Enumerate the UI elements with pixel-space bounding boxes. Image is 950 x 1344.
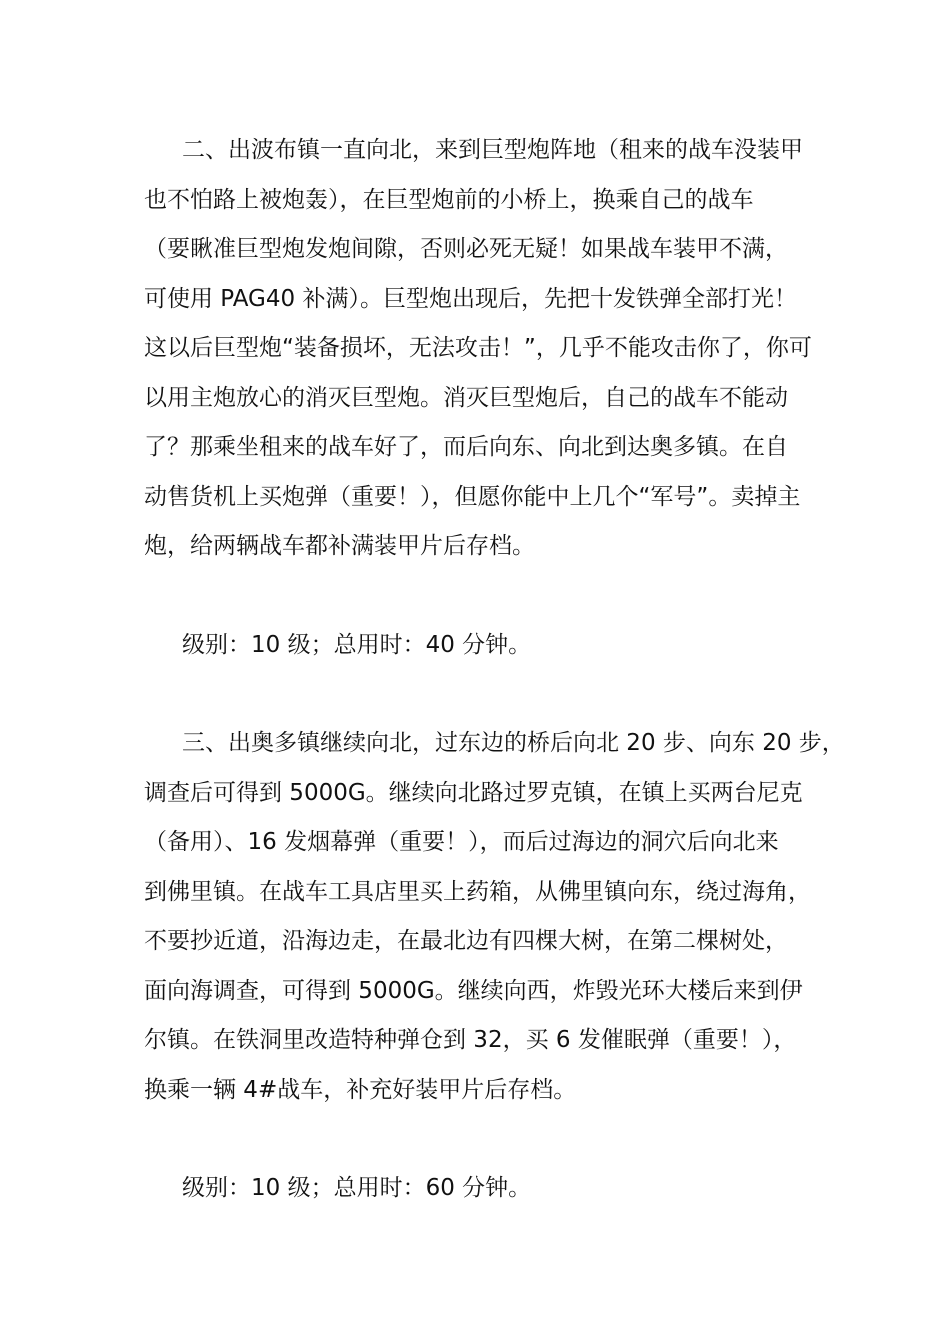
text-line: 以用主炮放心的消灭巨型炮。消灭巨型炮后，自己的战车不能动 — [144, 384, 788, 411]
text-line: 也不怕路上被炮轰），在巨型炮前的小桥上，换乘自己的战车 — [144, 186, 754, 213]
text-line: 可使用 PAG40 补满）。巨型炮出现后，先把十发铁弹全部打光！ — [144, 285, 797, 312]
text-line: 到佛里镇。在战车工具店里买上药箱，从佛里镇向东，绕过海角， — [144, 878, 811, 905]
text-line: 了？那乘坐租来的战车好了，而后向东、向北到达奥多镇。在自 — [144, 434, 788, 460]
text-line: 尔镇。在铁洞里改造特种弹仓到 32，买 6 发催眠弹（重要！）， — [144, 1027, 797, 1053]
text-line: 炮，给两辆战车都补满装甲片后存档。 — [144, 533, 535, 559]
paragraph-spacer — [144, 572, 814, 621]
section-3-summary: 级别：10 级；总用时：60 分钟。 — [182, 1175, 532, 1201]
text-line: （要瞅准巨型炮发炮间隙，否则必死无疑！如果战车装甲不满， — [144, 236, 788, 262]
text-line: 换乘一辆 4#战车，补充好装甲片后存档。 — [144, 1076, 577, 1103]
text-line: 三、出奥多镇继续向北，过东边的桥后向北 20 步、向东 20 步， — [182, 730, 845, 756]
text-line: 动售货机上买炮弹（重要！），但愿你能中上几个“军号”。卖掉主 — [144, 483, 801, 510]
paragraph-spacer — [144, 670, 814, 719]
section-2-summary: 级别：10 级；总用时：40 分钟。 — [182, 631, 532, 658]
text-line: 调查后可得到 5000G。继续向北路过罗克镇，在镇上买两台尼克 — [144, 779, 803, 806]
paragraph-section-3 — [144, 719, 845, 1115]
text-line: 不要抄近道，沿海边走，在最北边有四棵大树，在第二棵树处， — [144, 928, 788, 954]
document-body — [144, 126, 845, 1214]
text-line: 面向海调查，可得到 5000G。继续向西，炸毁光环大楼后来到伊 — [144, 977, 803, 1004]
text-line: 二、出波布镇一直向北，来到巨型炮阵地（租来的战车没装甲 — [182, 137, 803, 163]
paragraph-spacer — [144, 1115, 814, 1164]
text-line: 这以后巨型炮“装备损坏，无法攻击！”，几乎不能攻击你了，你可 — [144, 335, 812, 361]
text-line: （备用）、16 发烟幕弹（重要！），而后过海边的洞穴后向北来 — [144, 829, 779, 855]
paragraph-section-2 — [144, 126, 814, 572]
